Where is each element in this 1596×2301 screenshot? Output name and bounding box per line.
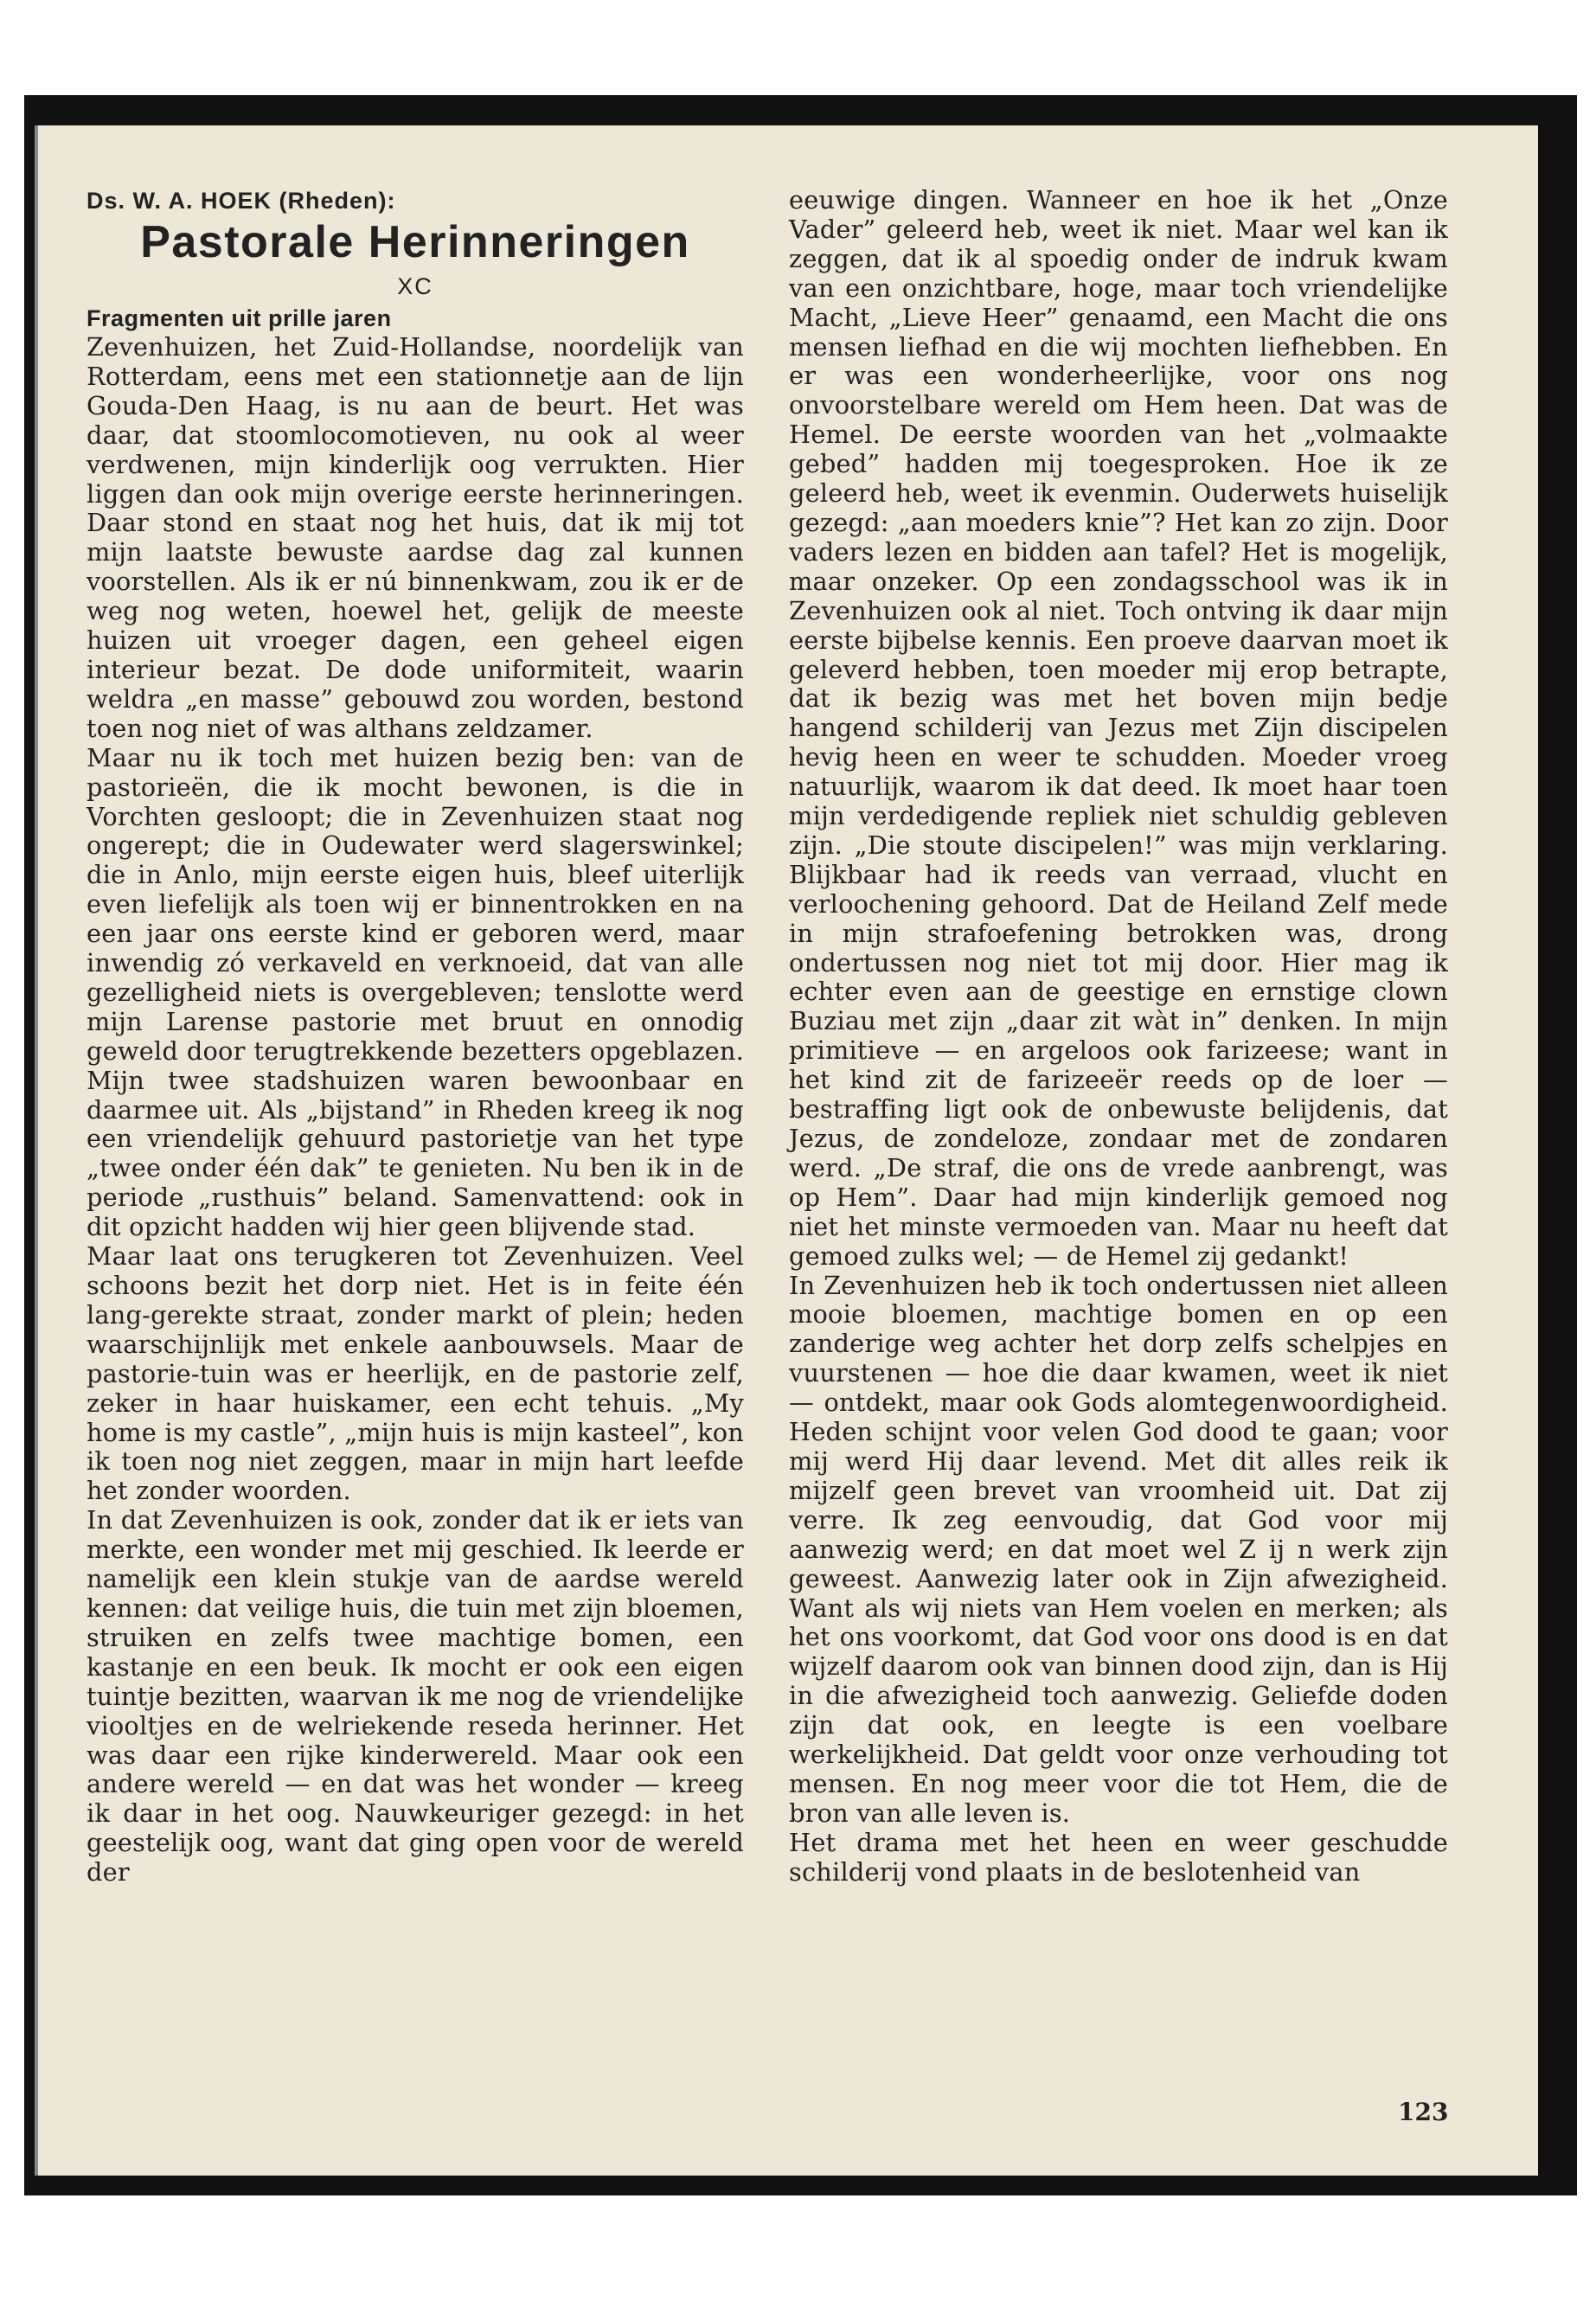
- paragraph: Maar nu ik toch met huizen bezig ben: van de pastorieën, die ik mocht bewonen, is die in Vorchten gesloopt; die in Zevenhuizen staat nog ongerept; die in Oudewater werd slagerswinkel; die in Anlo, mijn eerste eigen huis, bleef uiterlijk even liefelijk als toen wij er binnentrokken en na een jaar ons eerste kind er geboren werd, maar inwendig zó verkaveld en verknoeid, dat van alle gezelligheid niets is overgebleven; tenslotte werd mijn Larense pastorie met bruut en onnodig geweld door terugtrekkende bezetters opgeblazen. Mijn twee stadshuizen waren bewoonbaar en daarmee uit. Als „bijstand” in Rheden kreeg ik nog een vriendelijk gehuurd pastorietje van het type „twee onder één dak” te genieten. Nu ben ik in de periode „rusthuis” beland. Samenvattend: ook in dit opzicht hadden wij hier geen blijvende stad.: [87, 742, 744, 1242]
- author-line: Ds. W. A. HOEK (Rheden):: [87, 188, 396, 214]
- paragraph: In Zevenhuizen heb ik toch ondertussen niet alleen mooie bloemen, machtige bomen en op een zanderige weg achter het dorp zelfs schelpjes en vuurstenen — hoe die daar kwamen, weet ik niet — ontdekt, maar ook Gods alomtegenwoordigheid. Heden schijnt voor velen God dood te gaan; voor mij werd Hij daar levend. Met dit alles reik ik mijzelf geen brevet van vroomheid uit. Dat zij verre. Ik zeg eenvoudig, dat God voor mij aanwezig werd; en dat moet wel Z ij n werk zijn geweest. Aanwezig later ook in Zijn afwezigheid. Want als wij niets van Hem voelen en merken; als het ons voorkomt, dat God voor ons dood is en dat wijzelf daarom ook van binnen dood zijn, dan is Hij in die afwezigheid toch aanwezig. Geliefde doden zijn dat ook, en leegte is een voelbare werkelijkheid. Dat geldt voor onze verhouding tot mensen. En nog meer voor die tot Hem, die de bron van alle leven is.: [789, 1270, 1448, 1828]
- paragraph: eeuwige dingen. Wanneer en hoe ik het „Onze Vader” geleerd heb, weet ik niet. Maar wel kan ik zeggen, dat ik al spoedig onder de indruk kwam van een onzichtbare, hoge, maar toch vriendelijke Macht, „Lieve Heer” genaamd, een Macht die ons mensen liefhad en die wij mochten liefhebben. En er was een wonderheerlijke, voor ons nog onvoorstelbare wereld om Hem heen. Dat was de Hemel. De eerste woorden van het „volmaakte gebed” hadden mij toegesproken. Hoe ik ze geleerd heb, weet ik evenmin. Ouderwets huiselijk gezegd: „aan moeders knie”? Het kan zo zijn. Door vaders lezen en bidden aan tafel? Het is mogelijk, maar onzeker. Op een zondagsschool was ik in Zevenhuizen ook al niet. Toch ontving ik daar mijn eerste bijbelse kennis. Een proeve daarvan moet ik geleverd hebben, toen moeder mij erop betrapte, dat ik bezig was met het boven mijn bedje hangend schilderij van Jezus met Zijn discipelen hevig heen en weer te schudden. Moeder vroeg natuurlijk, waarom ik dat deed. Ik moet haar toen mijn verdedigende repliek niet schuldig gebleven zijn. „Die stoute discipelen!” was mijn verklaring. Blijkbaar had ik reeds van verraad, vlucht en verloochening gehoord. Dat de Heiland Zelf mede in mijn strafoefening betrokken was, drong ondertussen nog niet tot mij door. Hier mag ik echter even aan de geestige en ernstige clown Buziau met zijn „daar zit wàt in” denken. In mijn primitieve — en argeloos ook farizeese; want in het kind zit de farizeeër reeds op de loer — bestraffing ligt ook de onbewuste belijdenis, dat Jezus, de zondeloze, zondaar met de zondaren werd. „De straf, die ons de vrede aanbrengt, was op Hem”. Daar had mijn kinderlijk gemoed nog niet het minste vermoeden van. Maar nu heeft dat gemoed zulks wel; — de Hemel zij gedankt!: [789, 185, 1448, 1271]
- section-heading: Fragmenten uit prille jaren: [87, 305, 392, 331]
- paragraph: Het drama met het heen en weer geschudde schilderij vond plaats in de beslotenheid van: [789, 1827, 1448, 1887]
- article-title: Pastorale Herinneringen: [140, 217, 690, 267]
- page-binding-edge: [35, 125, 38, 2176]
- paragraph: In dat Zevenhuizen is ook, zonder dat ik er iets van merkte, een wonder met mij geschied. Ik leerde er namelijk een klein stukje van de aardse wereld kennen: dat veilige huis, die tuin met zijn bloemen, struiken en zelfs twee machtige bomen, een kastanje en een beuk. Ik mocht er ook een eigen tuintje bezitten, waarvan ik me nog de vriendelijke viooltjes en de welriekende reseda herinner. Het was daar een rijke kinderwereld. Maar ook een andere wereld — en dat was het wonder — kreeg ik daar in het oog. Nauwkeuriger gezegd: in het geestelijk oog, want dat ging open voor de wereld der: [87, 1505, 744, 1888]
- article-number: XC: [397, 273, 433, 299]
- left-column: [87, 186, 744, 1888]
- right-column: [789, 186, 1448, 1888]
- paragraph: Zevenhuizen, het Zuid-Hollandse, noordelijk van Rotterdam, eens met een stationnetje aan de lijn Gouda-Den Haag, is nu aan de beurt. Het was daar, dat stoomlocomotieven, nu ook al weer verdwenen, mijn kinderlijk oog verrukten. Hier liggen dan ook mijn overige eerste herinneringen. Daar stond en staat nog het huis, dat ik mij tot mijn laatste bewuste aardse dag zal kunnen voorstellen. Als ik er nú binnenkwam, zou ik er de weg nog weten, hoewel het, gelijk de meeste huizen uit vroeger dagen, een geheel eigen interieur bezat. De dode uniformiteit, waarin weldra „en masse” gebouwd zou worden, bestond toen nog niet of was althans zeldzamer.: [87, 332, 744, 743]
- paragraph: Maar laat ons terugkeren tot Zevenhuizen. Veel schoons bezit het dorp niet. Het is in feite één lang-gerekte straat, zonder markt of plein; heden waarschijnlijk met enkele aanbouwsels. Maar de pastorie-tuin was er heerlijk, en de pastorie zelf, zeker in haar huiskamer, een echt tehuis. „My home is my castle”, „mijn huis is mijn kasteel”, kon ik toen nog niet zeggen, maar in mijn hart leefde het zonder woorden.: [87, 1241, 744, 1506]
- page-number: 123: [1398, 2098, 1449, 2126]
